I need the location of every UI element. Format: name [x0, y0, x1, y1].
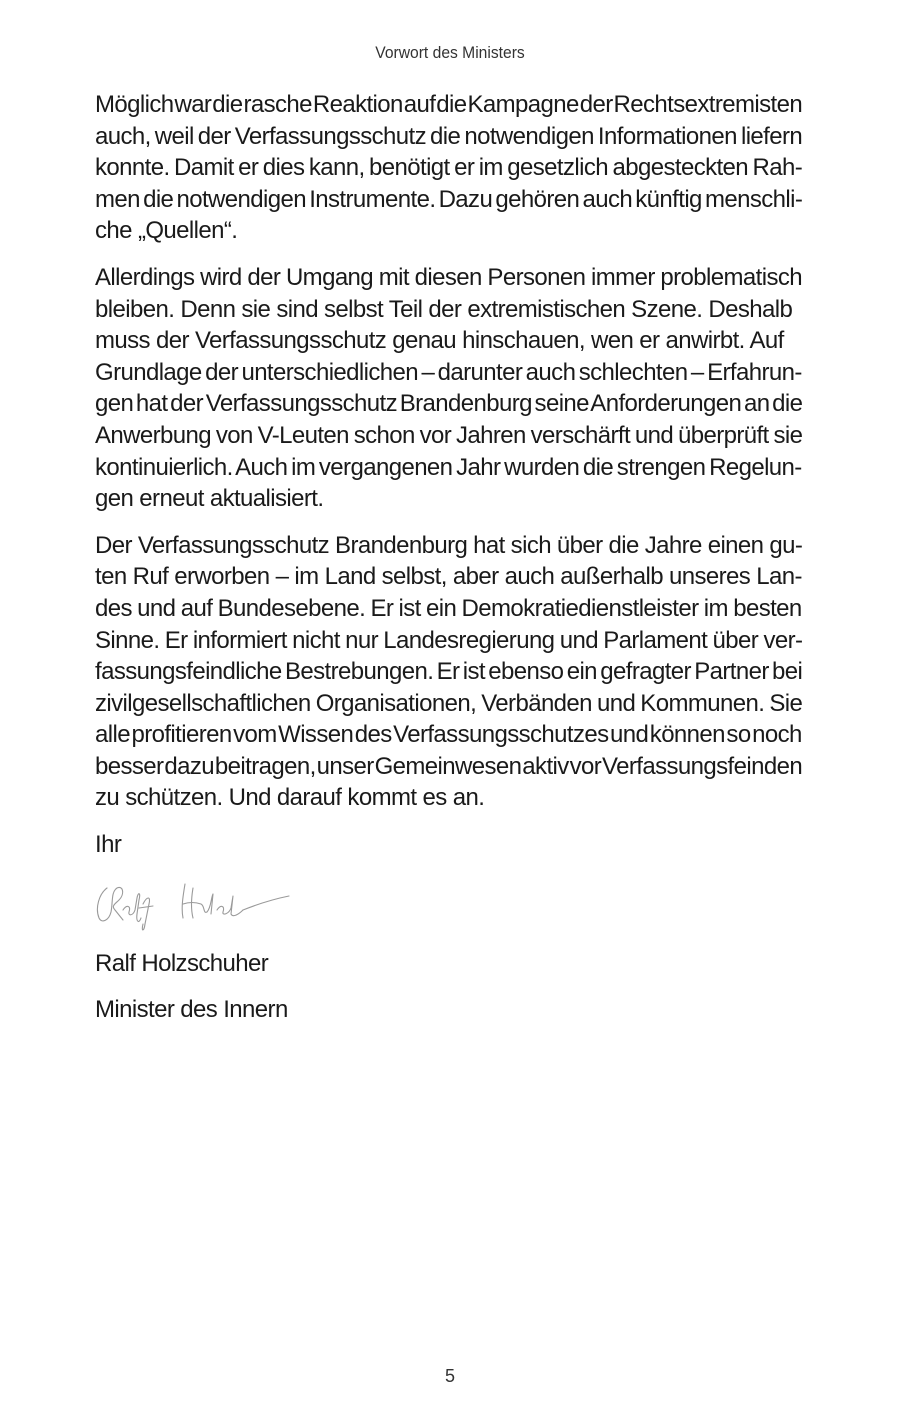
page-number: 5 — [444, 1366, 455, 1386]
text-line: des und auf Bundesebene. Er ist ein Demokratiedienstleister im besten — [95, 594, 802, 622]
signatory-role: Minister des Innern — [95, 996, 288, 1024]
text-line: bleiben. Denn sie sind selbst Teil der extremistischen Szene. Deshalb — [95, 295, 793, 323]
text-line: ten Ruf erworben – im Land selbst, aber auch außerhalb unseres Lan- — [95, 563, 802, 591]
text-line: men die notwendigen Instrumente. Dazu gehören auch künftig menschli- — [95, 185, 803, 213]
text-line: Der Verfassungsschutz Brandenburg hat sich über die Jahre einen gu- — [95, 531, 803, 559]
paragraph-1 — [95, 89, 802, 247]
text-line: Allerdings wird der Umgang mit diesen Personen immer problematisch — [95, 263, 803, 291]
text-line: zu schützen. Und darauf kommt es an. — [95, 784, 485, 812]
text-line: besser dazu beitragen, unser Gemeinwesen aktiv vor Verfassungsfeinden — [95, 752, 803, 780]
text-line: Möglich war die rasche Reaktion auf die Kampagne der Rechtsextremisten — [95, 91, 803, 118]
text-line: kontinuierlich. Auch im vergangenen Jahr wurden die strengen Regelun- — [95, 453, 802, 481]
text-line: gen hat der Verfassungsschutz Brandenburg seine Anforderungen an die — [95, 390, 803, 418]
text-line: gen erneut aktualisiert. — [95, 485, 324, 513]
text-line: Anwerbung von V-Leuten schon vor Jahren verschärft und überprüft sie — [95, 421, 803, 449]
text-line: zivilgesellschaftlichen Organisationen, Verbänden und Kommunen. Sie — [95, 689, 803, 717]
handwritten-signature — [93, 874, 293, 938]
running-header: Vorwort des Ministers — [375, 43, 525, 62]
text-line: Sinne. Er informiert nicht nur Landesregierung und Parlament über ver- — [95, 626, 803, 654]
text-line: Grundlage der unterschiedlichen – darunter auch schlechten – Erfahrun- — [95, 358, 802, 386]
text-line: alle profitieren vom Wissen des Verfassungsschutzes und können so noch — [95, 721, 802, 749]
page-body — [95, 89, 802, 1025]
salutation: Ihr — [95, 831, 122, 859]
signatory-name: Ralf Holzschuher — [95, 950, 269, 978]
text-line: auch, weil der Verfassungsschutz die notwendigen Informationen liefern — [95, 122, 803, 150]
text-line: muss der Verfassungsschutz genau hinschauen, wen er anwirbt. Auf — [95, 327, 784, 355]
paragraph-3 — [95, 530, 802, 814]
paragraph-2 — [95, 262, 802, 515]
text-line: che „Quellen“. — [95, 217, 238, 245]
text-line: fassungsfeindliche Bestrebungen. Er ist ebenso ein gefragter Partner bei — [95, 658, 803, 686]
text-line: konnte. Damit er dies kann, benötigt er im gesetzlich abgesteckten Rah- — [95, 154, 803, 182]
